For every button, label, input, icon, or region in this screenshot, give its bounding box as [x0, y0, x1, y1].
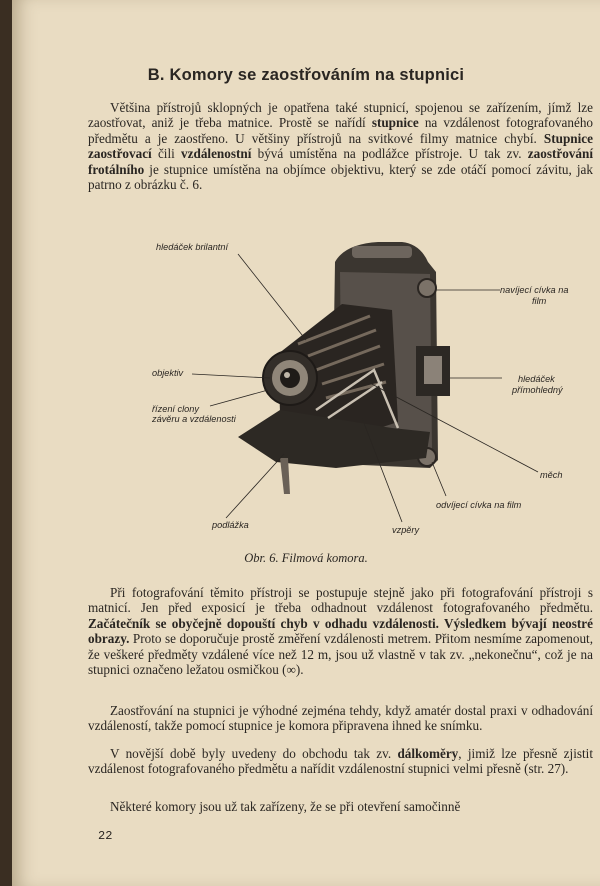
label-aperture-control-2: závěru a vzdálenosti — [152, 414, 236, 424]
label-bellows: měch — [540, 470, 563, 480]
text-run: Většina přístrojů sklopných je opatřena také stupnicí, spojenou se zařízením, jímž lze zaostřovat, aniž je třeba matnice. Prostě se nařídí — [88, 100, 593, 131]
lens-highlight — [284, 372, 290, 378]
bold-term: dálkoměry — [397, 746, 459, 761]
paragraph-focusing — [88, 585, 593, 677]
section-heading: B. Komory se zaostřováním na stupnici — [147, 66, 465, 84]
bold-term: zaostřování frotálního — [88, 146, 593, 177]
label-wind-spool-2: film — [532, 296, 547, 306]
bold-term: Stupnice zaostřovací — [88, 130, 593, 162]
paragraph-auto-cameras: Některé komory jsou už tak zařízeny, že se při otevření samočinně — [110, 799, 461, 814]
stand-leg — [280, 458, 290, 494]
text-run: na vzdálenost fotografovaného předmětu a je zaostřeno. U většiny přístrojů na svitkové filmy matnice chybí. — [88, 115, 594, 146]
camera-figure — [130, 232, 592, 542]
label-direct-viewfinder-2: přímohledný — [512, 385, 563, 395]
label-brilliant-viewfinder: hledáček brilantní — [156, 242, 229, 252]
paragraph-scale-advantage: Zaostřování na stupnici je výhodné zejména tehdy, když amatér dostal praxi v odhadování vzdáleností, takže pomocí stupnice je komora připravena ihned ke snímku. — [88, 703, 593, 734]
text-run: je stupnice umístěna na objímce objektivu, který se zde otáčí pomocí závitu, jak patrno z obrázku č. 6. — [88, 161, 593, 193]
text-run: bývá umístěna na podlážce přístroje. U tak zv. — [251, 146, 528, 162]
label-direct-viewfinder-1: hledáček — [518, 374, 555, 384]
wind-knob — [418, 279, 436, 297]
bold-term: Začátečník se obyčejně dopouští chyb v odhadu vzdálenosti. Výsledkem bývají neostré obrazy. — [88, 615, 593, 647]
label-rewind-spool: odvíjecí cívka na film — [436, 500, 522, 510]
text-run: Proto se doporučuje prostě změření vzdálenosti metrem. Přitom nesmíme zapomenout, že veškeré předměty vzdálené více než 12 m, jsou už vlastně v tak zv. „nekonečnu“, což je na stupnici označeno ležatou osmičkou (∞). — [88, 631, 593, 678]
figure-caption: Obr. 6. Filmová komora. — [244, 551, 368, 565]
label-struts: vzpěry — [392, 525, 420, 535]
text-run: čili — [151, 146, 182, 162]
lens-glass — [280, 368, 300, 388]
text-run: , jimiž lze přesně zjistit vzdálenost fotografovaného předmětu a nařídit vzdálenostní stupnici velmi přesně (str. 27). — [88, 746, 593, 777]
label-base: podlážka — [212, 520, 249, 530]
label-aperture-control-1: řízení clony — [152, 404, 199, 414]
label-lens: objektiv — [152, 368, 184, 378]
text-run: V novější době byly uvedeny do obchodu tak zv. — [110, 746, 398, 761]
brilliant-viewfinder — [352, 246, 412, 258]
paragraph-rangefinders — [88, 746, 593, 777]
bold-term: vzdálenostní — [181, 146, 252, 162]
text-run: Při fotografování těmito přístroji se postupuje stejně jako při fotografování přístroji s matnicí. Jen před exposicí je třeba odhadnout vzdálenost fotografovaného předmětu. — [88, 585, 593, 616]
page-number: 22 — [98, 829, 113, 843]
direct-viewfinder-window — [424, 356, 442, 384]
bold-term: stupnice — [371, 115, 419, 131]
label-wind-spool-1: navíjecí cívka na — [500, 285, 569, 295]
book-page — [12, 0, 600, 886]
paragraph-intro — [88, 100, 593, 192]
